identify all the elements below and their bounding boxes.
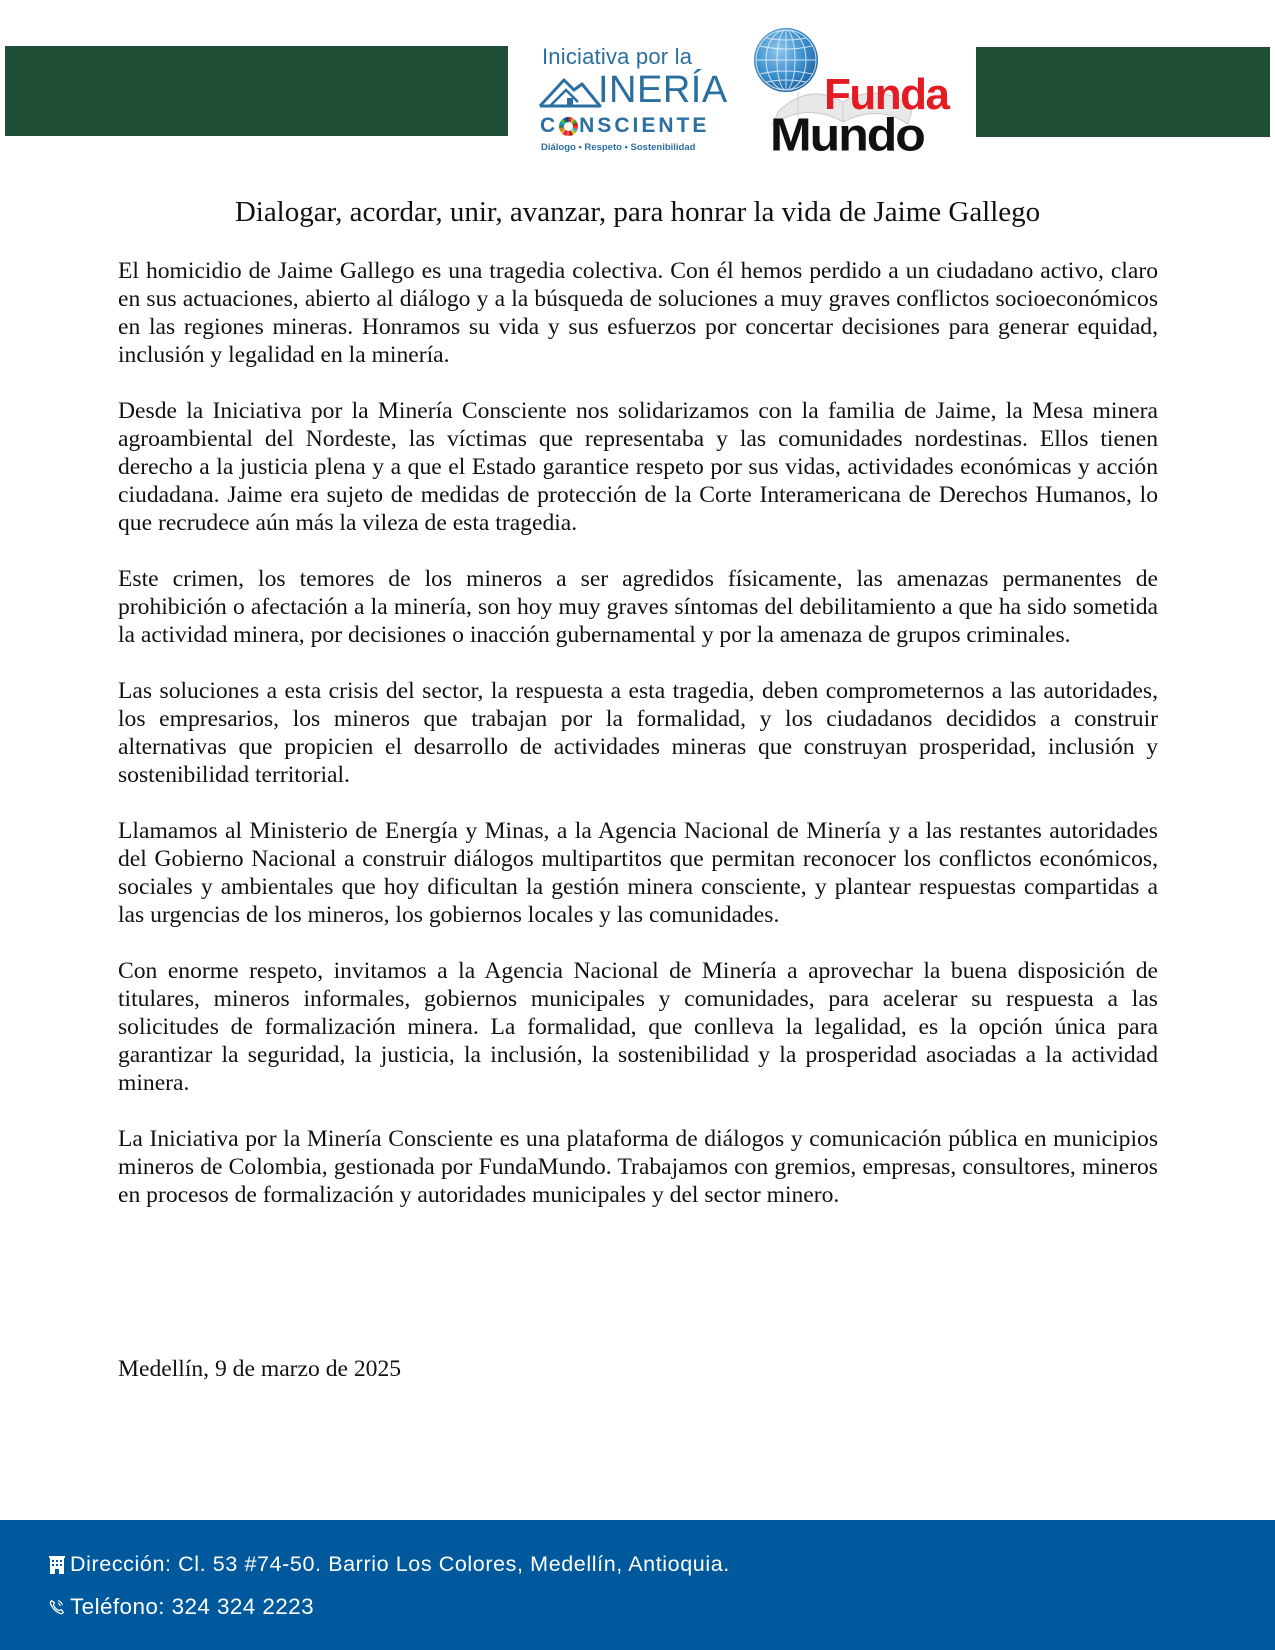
paragraph-3: Este crimen, los temores de los mineros a ser agredidos físicamente, las amenazas permanentes de prohibición o afectación a la minería, son hoy muy graves síntomas del debilitamiento a que ha sido sometida la actividad minera, por decisiones o inacción gubernamental y por la amenaza de grupos criminales. [118, 566, 1158, 648]
logo-imc-nsciente: NSCIENTE [579, 114, 710, 137]
paragraph-5: Llamamos al Ministerio de Energía y Minas, a la Agencia Nacional de Minería y a las restantes autoridades del Gobierno Nacional a construir diálogos multipartitos que permitan reconocer los conflictos económicos, sociales y ambientales que hoy dificultan la gestión minera consciente, y plantear respuestas compartidas a las urgencias de los mineros, los gobiernos locales y las comunidades. [118, 818, 1158, 928]
logo-imc-line2: INERÍA [598, 69, 728, 111]
document-body [118, 257, 1158, 1237]
logo-mundo-text: Mundo [770, 109, 924, 161]
date-line: Medellín, 9 de marzo de 2025 [118, 1356, 402, 1382]
building-icon [48, 1555, 66, 1575]
footer-phone-text: Teléfono: 324 324 2223 [70, 1594, 315, 1619]
header-bar-right [976, 47, 1270, 137]
paragraph-4: Las soluciones a esta crisis del sector, la respuesta a esta tragedia, deben comprometernos a las autoridades, los empresarios, los mineros que trabajan por la formalidad, y los ciudadanos decididos a construir alternativas que propicien el desarrollo de actividades mineras que construyan prosperidad, inclusión y sostenibilidad territorial. [118, 678, 1158, 788]
document-title: Dialogar, acordar, unir, avanzar, para honrar la vida de Jaime Gallego [234, 196, 1041, 228]
logo-mineria-consciente [538, 44, 728, 159]
paragraph-2: Desde la Iniciativa por la Minería Consciente nos solidarizamos con la familia de Jaime, la Mesa minera agroambiental del Nordeste, las víctimas que representaba y las comunidades nordestinas. Ellos tienen derecho a la justicia plena y a que el Estado garantice respeto por sus vidas, actividades económicas y acción ciudadana. Jaime era sujeto de medidas de protección de la Corte Interamericana de Derechos Humanos, lo que recrudece aún más la vileza de esta tragedia. [118, 398, 1158, 536]
logo-imc-c: C [540, 114, 559, 137]
logo-funda-text: Funda [824, 70, 949, 119]
paragraph-6: Con enorme respeto, invitamos a la Agencia Nacional de Minería a aprovechar la buena disposición de titulares, mineros informales, gobiernos municipales y comunidades, para acelerar su respuesta a las solicitudes de formalización minera. La formalidad, que conlleva la legalidad, es la opción única para garantizar la seguridad, la justicia, la inclusión, la sostenibilidad y la prosperidad asociadas a la actividad minera. [118, 958, 1158, 1096]
footer-address-text: Dirección: Cl. 53 #74-50. Barrio Los Colores, Medellín, Antioquia. [70, 1552, 730, 1576]
header-bar-left [5, 46, 508, 136]
mountain-icon [538, 76, 602, 108]
logo-imc-line1: Iniciativa por la [542, 44, 693, 69]
footer-address [48, 1552, 730, 1577]
footer-phone [48, 1594, 314, 1620]
sdg-wheel-icon [559, 117, 578, 136]
logo-imc-tagline: Diálogo • Respeto • Sostenibilidad [541, 142, 696, 153]
paragraph-1: El homicidio de Jaime Gallego es una tragedia colectiva. Con él hemos perdido a un ciudadano activo, claro en sus actuaciones, abierto al diálogo y a la búsqueda de soluciones a muy graves conflictos socioeconómicos en las regiones mineras. Honramos su vida y sus esfuerzos por concertar decisiones para generar equidad, inclusión y legalidad en la minería. [118, 258, 1158, 368]
logo-fundamundo [748, 22, 953, 162]
globe-icon [754, 28, 818, 92]
logo-imc-line3 [540, 114, 709, 138]
footer [0, 1520, 1275, 1650]
phone-icon [48, 1597, 66, 1617]
paragraph-7: La Iniciativa por la Minería Consciente es una plataforma de diálogos y comunicación pública en municipios mineros de Colombia, gestionada por FundaMundo. Trabajamos con gremios, empresas, consultores, mineros en procesos de formalización y autoridades municipales y del sector minero. [118, 1126, 1158, 1208]
